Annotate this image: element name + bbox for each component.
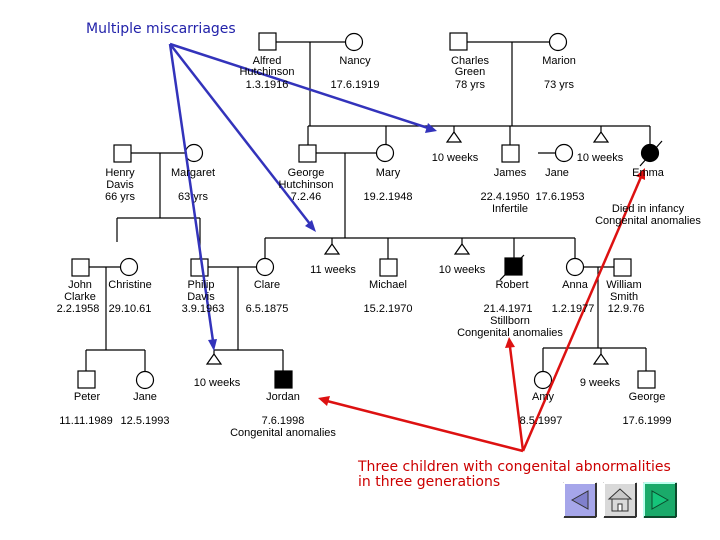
marion-age: 73 yrs <box>544 79 574 91</box>
anna-name: Anna <box>562 279 588 291</box>
relationship-lines <box>86 42 650 372</box>
george-hutchinson-name: George <box>287 167 325 179</box>
alfred-name: Alfred <box>252 55 282 67</box>
george-hutchinson-male-symbol <box>299 145 316 162</box>
miscarriage-label-g4a: 10 weeks <box>193 377 241 389</box>
marion-name: Marion <box>542 55 576 67</box>
philip-surname: Davis <box>187 291 215 303</box>
christine-name: Christine <box>108 279 152 291</box>
peter-male-symbol <box>78 371 95 388</box>
marion-female-symbol <box>550 34 567 51</box>
robert-date: 21.4.1971 <box>483 303 533 315</box>
alfred-surname: Hutchinson <box>239 66 295 78</box>
jane-g4-name: Jane <box>133 391 157 403</box>
miscarriage-symbol-g3a <box>325 244 339 254</box>
henry-name: Henry <box>105 167 135 179</box>
next-button[interactable] <box>643 482 677 518</box>
miscarriage-label-g2a: 10 weeks <box>431 152 479 164</box>
charles-surname: Green <box>454 66 486 78</box>
nancy-name: Nancy <box>339 55 371 67</box>
christine-date: 29.10.61 <box>108 303 152 315</box>
james-date: 22.4.1950 <box>480 191 530 203</box>
john-surname: Clarke <box>64 291 96 303</box>
margaret-name: Margaret <box>170 167 216 179</box>
john-male-symbol <box>72 259 89 276</box>
amy-female-symbol <box>535 372 552 389</box>
william-surname: Smith <box>609 291 639 303</box>
william-name: William <box>606 279 642 291</box>
emma-note-1: Died in infancy <box>611 203 685 215</box>
note-line-1: Three children with congenital abnormalities <box>358 459 671 475</box>
jane-female-symbol <box>556 145 573 162</box>
amy-date: 8.5.1997 <box>519 415 563 427</box>
jane-g4-female-symbol <box>137 372 154 389</box>
mary-name: Mary <box>375 167 401 179</box>
george-hutchinson-surname: Hutchinson <box>278 179 334 191</box>
miscarriage-label-g4b: 9 weeks <box>579 377 621 389</box>
clare-name: Clare <box>253 279 281 291</box>
jordan-note: Congenital anomalies <box>230 427 336 439</box>
alfred-male-symbol <box>259 33 276 50</box>
henry-male-symbol <box>114 145 131 162</box>
henry-surname: Davis <box>106 179 134 191</box>
robert-name: Robert <box>495 279 529 291</box>
william-date: 12.9.76 <box>607 303 645 315</box>
jordan-name: Jordan <box>266 391 300 403</box>
michael-name: Michael <box>369 279 407 291</box>
miscarriage-label-g3b: 10 weeks <box>438 264 486 276</box>
peter-date: 11.11.1989 <box>59 415 113 427</box>
alfred-date: 1.3.1916 <box>245 79 289 91</box>
james-male-symbol <box>502 145 519 162</box>
emma-note-2: Congenital anomalies <box>595 215 701 227</box>
jane-name: Jane <box>545 167 569 179</box>
george-g4-name: George <box>628 391 666 403</box>
miscarriage-symbol-g2a <box>447 132 461 142</box>
house-icon <box>603 482 637 518</box>
jane-g4-date: 12.5.1993 <box>120 415 170 427</box>
george-g4-male-symbol <box>638 371 655 388</box>
amy-name: Amy <box>532 391 554 403</box>
note-line-2: in three generations <box>358 473 501 490</box>
clare-female-symbol <box>257 259 274 276</box>
anna-female-symbol <box>567 259 584 276</box>
anna-date: 1.2.1977 <box>551 303 595 315</box>
triangle-left-icon <box>563 482 597 518</box>
michael-date: 15.2.1970 <box>363 303 413 315</box>
philip-male-symbol <box>191 259 208 276</box>
mary-female-symbol <box>377 145 394 162</box>
charles-age: 78 yrs <box>455 79 485 91</box>
mary-date: 19.2.1948 <box>363 191 413 203</box>
henry-age: 66 yrs <box>105 191 135 203</box>
nancy-date: 17.6.1919 <box>330 79 380 91</box>
margaret-age: 63 yrs <box>178 191 208 203</box>
charles-name: Charles <box>451 55 489 67</box>
margaret-female-symbol <box>186 145 203 162</box>
peter-name: Peter <box>73 391 101 403</box>
john-name: John <box>68 279 92 291</box>
william-male-symbol <box>614 259 631 276</box>
miscarriage-symbol-g4b <box>594 354 608 364</box>
christine-female-symbol <box>121 259 138 276</box>
clare-date: 6.5.1875 <box>245 303 289 315</box>
john-date: 2.2.1958 <box>56 303 100 315</box>
jordan-date: 7.6.1998 <box>261 415 305 427</box>
james-name: James <box>493 167 527 179</box>
triangle-right-icon <box>643 482 677 518</box>
robert-note-1: Stillborn <box>490 315 530 327</box>
jordan-affected-male-symbol <box>275 371 292 388</box>
miscarriage-label-g2b: 10 weeks <box>576 152 624 164</box>
charles-male-symbol <box>450 33 467 50</box>
multiple-miscarriages-note: Multiple miscarriages <box>86 21 236 37</box>
emma-name: Emma <box>632 167 664 179</box>
robert-note-2: Congenital anomalies <box>457 327 563 339</box>
miscarriage-label-g3a: 11 weeks <box>310 264 356 276</box>
miscarriage-symbol-g4a <box>207 354 221 364</box>
michael-male-symbol <box>380 259 397 276</box>
george-g4-date: 17.6.1999 <box>622 415 672 427</box>
jane-date: 17.6.1953 <box>535 191 585 203</box>
philip-name: Philip <box>187 279 215 291</box>
james-infertile-note: Infertile <box>491 203 529 215</box>
george-hutchinson-date: 7.2.46 <box>290 191 322 203</box>
home-button[interactable] <box>603 482 637 518</box>
miscarriage-symbol-g3b <box>455 244 469 254</box>
miscarriage-symbol-g2b <box>594 132 608 142</box>
nancy-female-symbol <box>346 34 363 51</box>
back-button[interactable] <box>563 482 597 518</box>
philip-date: 3.9.1963 <box>181 303 225 315</box>
